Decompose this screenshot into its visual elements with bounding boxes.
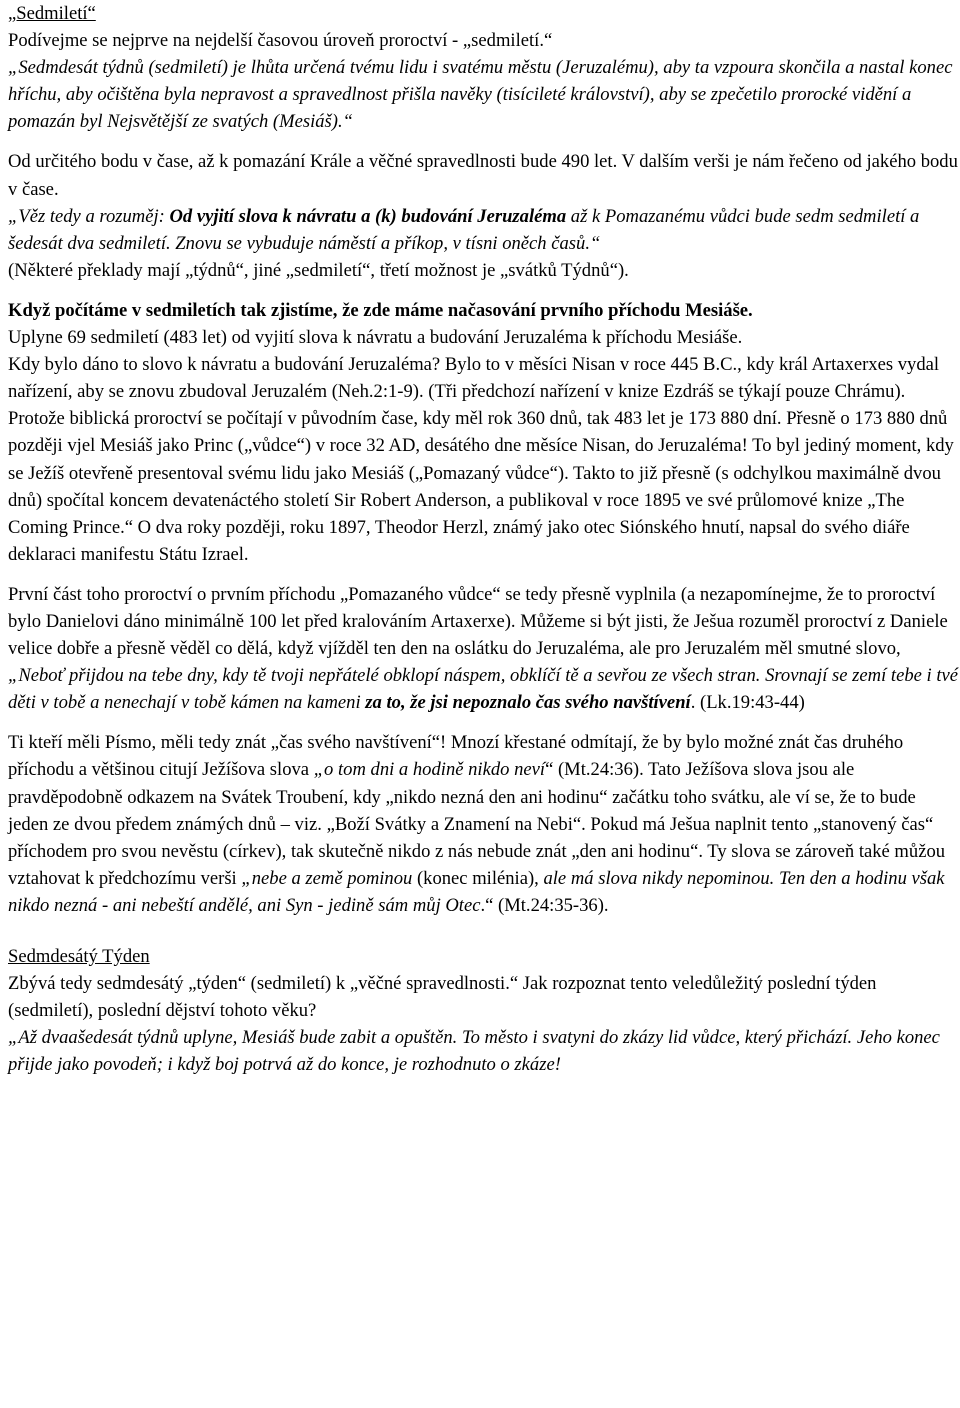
section-heading-sedmileti — [8, 0, 958, 27]
section-heading-seventieth-week — [8, 943, 958, 970]
second-coming-b-italic: „nebe a země pominou — [241, 867, 413, 889]
intro-paragraph: Podívejme se nejprve na nejdelší časovou úroveň proroctví - „sedmiletí.“ — [8, 30, 553, 52]
second-coming-b: “ (Mt.24:36). Tato Ježíšova slova jsou ale pravděpodobně odkazem na Svátek Troubení, kdy „nikdo nezná den ani hodinu“ začátku toho svátku, ale ví se, že to bude jeden ze dvou předem známých dnů – viz. „Boží Svátky a Znamení na Nebi“. Pokud má Ješua naplnit tento „stanovený čas“ příchodem pro svou nevěstu (církev), tak skutečně nikdo z nás nebude znát „den ani hodinu“. Ty slova se zároveň také můžou vztahovat k předchozímu verši — [8, 759, 946, 889]
document-page — [8, 0, 958, 1078]
bold-lead-paragraph: Když počítáme v sedmiletích tak zjistíme, že zde máme načasování prvního příchodu Mesiáše. — [8, 299, 753, 321]
second-coming-a: Ti kteří měli Písmo, měli tedy znát „čas svého navštívení“! Mnozí křestané odmítají, že by bylo možné znát čas druhého příchodu a většinou citují Ježíšova slova — [8, 732, 904, 781]
paragraph-artaxerxes: Kdy bylo dáno to slovo k návratu a budování Jeruzaléma? Bylo to v měsíci Nisan v roce 445 B.C., kdy král Artaxerxes vydal nařízení, aby se znovu zbudoval Jeruzalém (Neh.2:1-9). (Tři předchozí nařízení v knize Ezdráš se týkají pouze Chrámu). — [8, 354, 940, 403]
paragraph-first-coming — [8, 581, 958, 716]
daniel-quote-3: „Až dvaašedesát týdnů uplyne, Mesiáš bude zabit a opuštěn. To město i svatyni do zkázy lid vůdce, který přichází. Jeho konec přijde jako povodeň; i když boj potrvá až do konce, je rozhodnuto o zkáze! — [8, 1027, 940, 1076]
daniel-quote-2 — [8, 203, 958, 257]
second-coming-d: .“ (Mt.24:35-36). — [480, 894, 609, 916]
paragraph-490-years: Od určitého bodu v čase, až k pomazání Krále a věčné spravedlnosti bude 490 let. V dalším verši je nám řečeno od jakého bodu v čase. — [8, 151, 958, 200]
second-coming-a-italic: „o tom dni a hodině nikdo neví — [313, 759, 546, 781]
second-coming-c: (konec milénia), — [412, 867, 544, 889]
heading-text-seventieth: Sedmdesátý Týden — [8, 946, 150, 967]
second-coming-c-italic: ale má slova nikdy nepominou. Ten den a hodinu však nikdo nezná - ani nebeští andělé, ani Syn - jedině sám můj Otec — [8, 867, 945, 916]
paragraph-69-weeks: Uplyne 69 sedmiletí (483 let) od vyjití slova k návratu a budování Jeruzaléma k příchodu Mesiáše. — [8, 327, 743, 349]
luke-quote: „Neboť přijdou na tebe dny, kdy tě tvoji nepřátelé obklopí náspem, obklíčí tě a sevřou ze všech stran. Srovnají se zemí tebe i tvé děti v tobě a nenechají v tobě kámen na kameni — [8, 665, 959, 714]
paragraph-360-days: Protože biblická proroctví se počítají v původním čase, kdy měl rok 360 dnů, tak 483 let je 173 880 dní. Přesně o 173 880 dnů později vjel Mesiáš jako Princ („vůdce“) v roce 32 AD, desátého dne měsíce Nisan, do Jeruzaléma! To byl jediný moment, kdy se Ježíš otevřeně presentoval svému lidu jako Mesiáš („Pomazaný vůdce“). Takto to již přesně (s odchylkou maximálně dvou dnů) spočítal koncem devatenáctého století Sir Robert Anderson, a publikoval v roce 1895 ve své průlomové knize „The Coming Prince.“ O dva roky později, roku 1897, Theodor Herzl, známý jako otec Siónského hnutí, napsal do svého diáře deklaraci manifestu Státu Izrael. — [8, 408, 954, 565]
first-coming-text: První část toho proroctví o prvním příchodu „Pomazaného vůdce“ se tedy přesně vyplnila (a nezapomínejme, že to proroctví bylo Danielovi dáno minimálně 100 let před kralováním Artaxerxe). Můžeme si být jisti, že Ješua rozuměl proroctví z Daniele velice dobře a přesně věděl co dělá, když vjížděl ten den na oslátku do Jeruzaléma, ale pro Jeruzalém měl smutné slovo, — [8, 583, 948, 660]
luke-quote-emphasis: za to, že jsi nepoznalo čas svého navštívení — [365, 692, 691, 714]
luke-reference: . (Lk.19:43-44) — [690, 692, 805, 714]
paragraph-seventieth-week: Zbývá tedy sedmdesátý „týden“ (sedmiletí) k „věčné spravedlnosti.“ Jak rozpoznat tento veledůležitý poslední týden (sedmiletí), poslední dějství tohoto věku? — [8, 973, 877, 1022]
daniel-quote-1: „Sedmdesát týdnů (sedmiletí) je lhůta určená tvému lidu i svatému městu (Jeruzalému), aby ta vzpoura skončila a nastal konec hříchu, aby očištěna byla nepravost a spravedlnost přišla navěky (tisícileté království), aby se zpečetilo prorocké vidění a pomazán byl Nejsvětější ze svatých (Mesiáš).“ — [8, 57, 953, 133]
paragraph-second-coming — [8, 729, 958, 919]
quote2-part-b: Od vyjití slova k návratu a (k) budování Jeruzaléma — [169, 205, 567, 227]
quote2-part-a: „Věz tedy a rozuměj: — [8, 205, 170, 227]
heading-text: „Sedmiletí“ — [8, 3, 96, 24]
quote2-part-c: až k Pomazanému vůdci bude sedm sedmiletí a šedesát dva sedmiletí. Znovu se vybuduje náměstí a příkop, v tísni oněch časů.“ — [8, 205, 920, 254]
translations-note: (Některé překlady mají „týdnů“, jiné „sedmiletí“, třetí možnost je „svátků Týdnů“). — [8, 259, 629, 281]
